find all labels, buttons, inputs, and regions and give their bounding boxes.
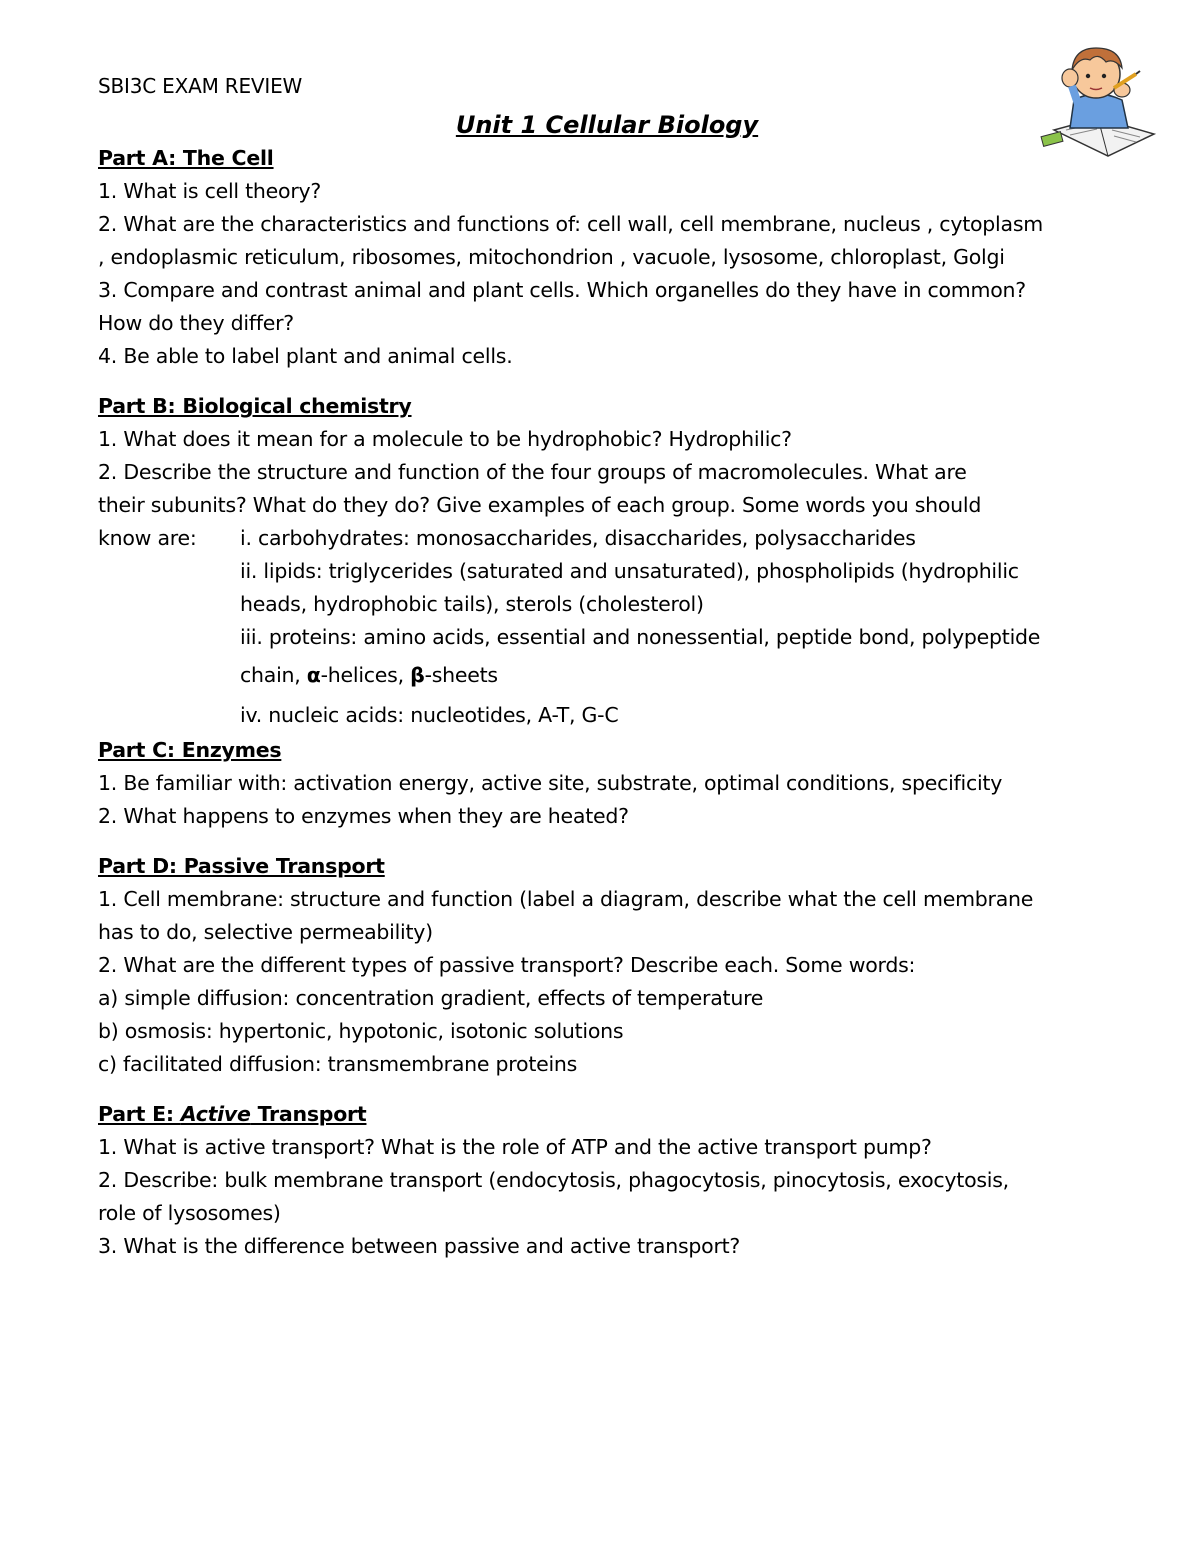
part-a-heading: Part A: The Cell	[98, 146, 274, 170]
part-a-item: , endoplasmic reticulum, ribosomes, mitochondrion , vacuole, lysosome, chloroplast, Golgi	[98, 245, 1005, 269]
part-b-know-row	[98, 522, 1158, 555]
know-are-label: know are:	[98, 526, 197, 550]
part-b-subitem: heads, hydrophobic tails), sterols (cholesterol)	[240, 592, 704, 616]
course-header: SBI3C EXAM REVIEW	[98, 74, 303, 98]
part-e-heading-prefix: Part E:	[98, 1102, 181, 1126]
part-c-item: 2. What happens to enzymes when they are heated?	[98, 804, 629, 828]
part-e-heading-emphasis: Active	[180, 1102, 251, 1126]
part-b-subitem: ii. lipids: triglycerides (saturated and unsaturated), phospholipids (hydrophilic	[240, 559, 1019, 583]
part-b-item: their subunits? What do they do? Give examples of each group. Some words you should	[98, 493, 982, 517]
part-d-item: a) simple diffusion: concentration gradient, effects of temperature	[98, 986, 764, 1010]
part-c-item: 1. Be familiar with: activation energy, active site, substrate, optimal conditions, specificity	[98, 771, 1003, 795]
helices-text: -helices,	[320, 663, 411, 687]
part-a-item: 2. What are the characteristics and functions of: cell wall, cell membrane, nucleus , cytoplasm	[98, 212, 1043, 236]
part-e-item: 2. Describe: bulk membrane transport (endocytosis, phagocytosis, pinocytosis, exocytosis,	[98, 1168, 1009, 1192]
chain-text: chain,	[240, 663, 307, 687]
part-e-item: 1. What is active transport? What is the role of ATP and the active transport pump?	[98, 1135, 932, 1159]
part-b-section	[98, 390, 1158, 734]
part-b-subitem: iv. nucleic acids: nucleotides, A-T, G-C	[240, 703, 619, 727]
part-b-item: 2. Describe the structure and function of the four groups of macromolecules. What are	[98, 460, 967, 484]
part-d-item: c) facilitated diffusion: transmembrane proteins	[98, 1052, 578, 1076]
part-b-subitem-chain	[98, 654, 1158, 696]
part-d-section	[98, 850, 1158, 1081]
part-a-item: 3. Compare and contrast animal and plant cells. Which organelles do they have in common?	[98, 278, 1026, 302]
part-d-heading: Part D: Passive Transport	[98, 854, 385, 878]
unit-title: Unit 1 Cellular Biology	[455, 111, 759, 139]
part-b-heading: Part B: Biological chemistry	[98, 394, 412, 418]
part-b-subitem: i. carbohydrates: monosaccharides, disaccharides, polysaccharides	[240, 526, 916, 550]
part-e-item: 3. What is the difference between passive and active transport?	[98, 1234, 741, 1258]
part-d-item: has to do, selective permeability)	[98, 920, 433, 944]
beta-symbol: β	[410, 663, 425, 687]
sheets-text: -sheets	[424, 663, 498, 687]
alpha-symbol: α	[306, 663, 321, 687]
part-a-item: How do they differ?	[98, 311, 294, 335]
student-studying-clipart-icon	[1036, 38, 1160, 158]
part-e-heading-suffix: Transport	[250, 1102, 367, 1126]
part-c-section	[98, 734, 1158, 833]
part-a-item: 4. Be able to label plant and animal cells.	[98, 344, 513, 368]
part-a-section	[98, 142, 1158, 373]
part-b-item: 1. What does it mean for a molecule to be hydrophobic? Hydrophilic?	[98, 427, 792, 451]
review-content	[98, 142, 1158, 1263]
part-c-heading: Part C: Enzymes	[98, 738, 282, 762]
part-d-item: 1. Cell membrane: structure and function (label a diagram, describe what the cell membrane	[98, 887, 1034, 911]
part-e-item: role of lysosomes)	[98, 1201, 281, 1225]
part-e-section	[98, 1098, 1158, 1263]
part-b-subitem: iii. proteins: amino acids, essential and nonessential, peptide bond, polypeptide	[240, 625, 1041, 649]
part-a-item: 1. What is cell theory?	[98, 179, 322, 203]
part-d-item: 2. What are the different types of passive transport? Describe each. Some words:	[98, 953, 916, 977]
part-d-item: b) osmosis: hypertonic, hypotonic, isotonic solutions	[98, 1019, 624, 1043]
part-e-heading	[98, 1098, 1158, 1131]
